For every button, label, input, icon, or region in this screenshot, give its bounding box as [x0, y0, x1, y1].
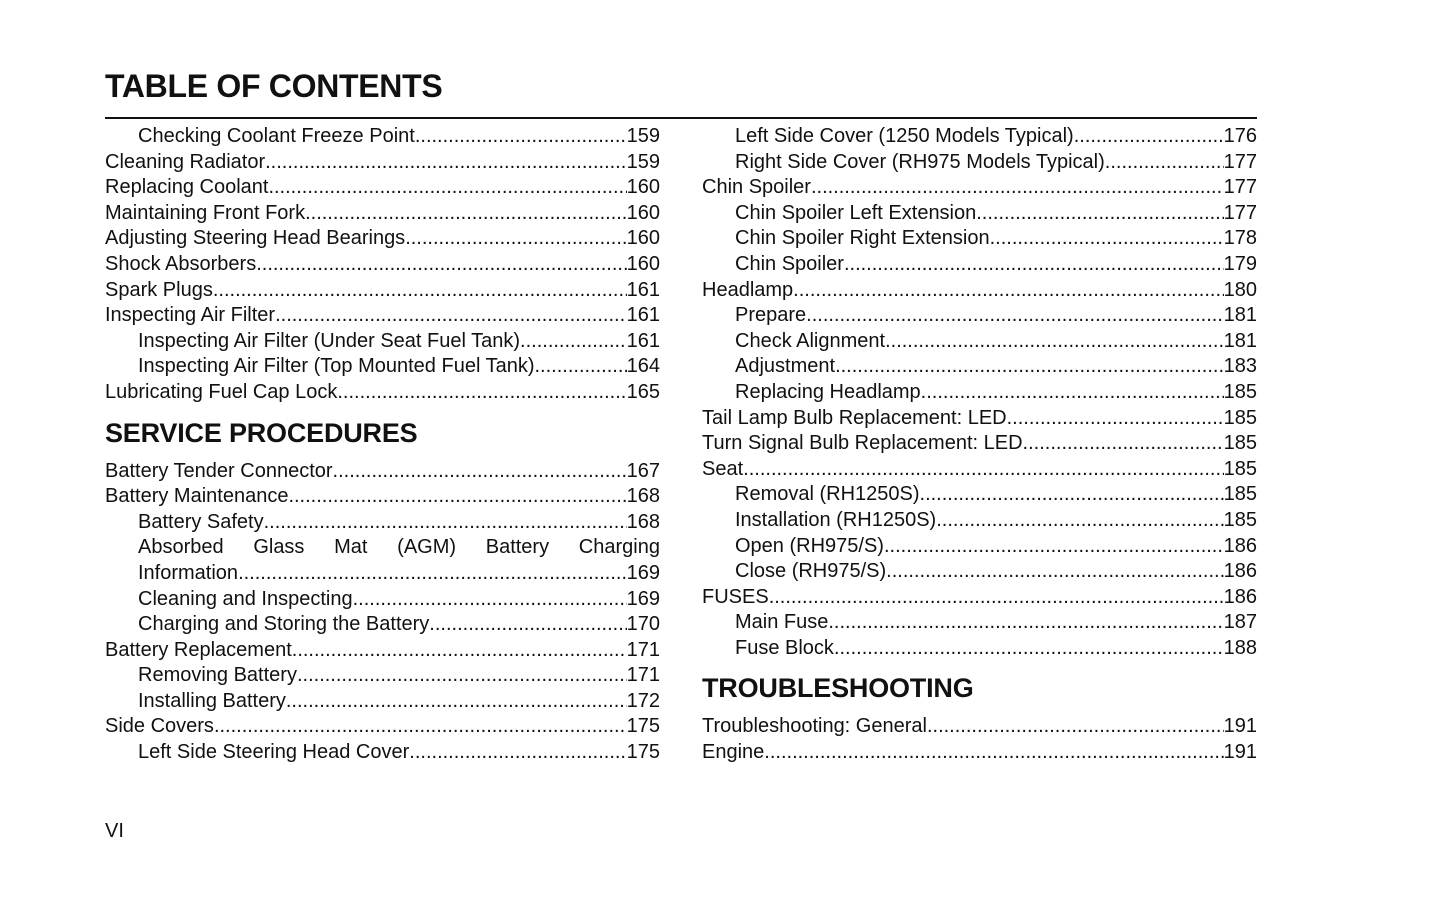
toc-column-left — [105, 124, 660, 766]
dot-leader — [305, 201, 627, 227]
toc-entry[interactable] — [105, 150, 660, 176]
toc-entry[interactable] — [105, 303, 660, 329]
toc-entry[interactable] — [702, 610, 1257, 636]
dot-leader — [1023, 431, 1224, 457]
toc-entry[interactable] — [105, 587, 660, 613]
toc-list — [702, 714, 1257, 765]
toc-entry-label: Removing Battery — [138, 664, 297, 687]
toc-entry[interactable] — [105, 561, 660, 587]
toc-entry-label: Replacing Coolant — [105, 176, 269, 199]
page-number: VI — [105, 820, 124, 842]
toc-entry-page-number: 188 — [1223, 636, 1257, 659]
toc-entry-page-number: 165 — [626, 380, 660, 403]
toc-entry-label: Main Fuse — [735, 611, 829, 634]
toc-entry[interactable] — [702, 150, 1257, 176]
toc-entry-page-number: 167 — [626, 459, 660, 482]
toc-entry[interactable] — [105, 329, 660, 355]
toc-entry[interactable] — [105, 124, 660, 150]
toc-entry-page-number: 160 — [626, 201, 660, 224]
dot-leader — [793, 278, 1223, 304]
dot-leader — [936, 508, 1223, 534]
dot-leader — [1074, 124, 1224, 150]
toc-word: (AGM) — [397, 536, 457, 559]
dot-leader — [844, 252, 1224, 278]
toc-entry-label: Replacing Headlamp — [735, 380, 921, 403]
dot-leader — [288, 484, 626, 510]
dot-leader — [213, 278, 627, 304]
toc-entry-label: Chin Spoiler — [702, 176, 811, 199]
toc-entry-label: Tail Lamp Bulb Replacement: LED — [702, 406, 1007, 429]
toc-word: Battery — [485, 536, 550, 559]
toc-entry-page-number: 186 — [1223, 585, 1257, 608]
toc-entry-label: Shock Absorbers — [105, 252, 257, 275]
dot-leader — [429, 612, 626, 638]
toc-entry[interactable] — [105, 354, 660, 380]
toc-entry-page-number: 161 — [626, 329, 660, 352]
toc-entry-page-number: 177 — [1223, 201, 1257, 224]
toc-entry[interactable] — [702, 380, 1257, 406]
section-heading-troubleshooting: TROUBLESHOOTING — [702, 673, 974, 704]
title-divider — [105, 117, 1257, 119]
toc-entry[interactable] — [105, 252, 660, 278]
toc-entry[interactable] — [702, 201, 1257, 227]
dot-leader — [806, 303, 1223, 329]
toc-entry-label: FUSES — [702, 585, 769, 608]
dot-leader — [990, 226, 1224, 252]
toc-entry-page-number: 168 — [626, 510, 660, 533]
toc-entry-label: Adjusting Steering Head Bearings — [105, 227, 406, 250]
dot-leader — [884, 534, 1224, 560]
toc-entry[interactable] — [702, 534, 1257, 560]
toc-entry[interactable] — [105, 484, 660, 510]
section-heading-service-procedures: SERVICE PROCEDURES — [105, 417, 418, 448]
toc-entry-page-number: 176 — [1223, 125, 1257, 147]
toc-entry-label: Adjustment — [735, 355, 836, 378]
dot-leader — [297, 663, 627, 689]
toc-entry-label: Battery Safety — [138, 510, 264, 533]
toc-entry-label: Chin Spoiler Left Extension — [735, 201, 977, 224]
toc-entry-page-number: 177 — [1223, 150, 1257, 173]
toc-entry-label: Left Side Steering Head Cover — [138, 741, 410, 764]
toc-list — [105, 561, 660, 766]
toc-entry-page-number: 159 — [626, 125, 660, 147]
dot-leader — [268, 175, 626, 201]
toc-entry-page-number: 172 — [626, 689, 660, 712]
toc-entry-page-number: 183 — [1223, 355, 1257, 378]
toc-word: Glass — [253, 536, 305, 559]
toc-entry[interactable] — [105, 714, 660, 740]
toc-entry[interactable] — [702, 124, 1257, 150]
toc-entry[interactable] — [702, 175, 1257, 201]
dot-leader — [409, 740, 626, 766]
toc-entry-page-number: 185 — [1223, 508, 1257, 531]
toc-entry-label: Headlamp — [702, 278, 794, 301]
toc-entry-label: Spark Plugs — [105, 278, 213, 301]
toc-entry-page-number: 164 — [626, 355, 660, 378]
toc-entry-page-number: 185 — [1223, 483, 1257, 506]
toc-entry-page-number: 160 — [626, 227, 660, 250]
dot-leader — [534, 354, 626, 380]
toc-word: Charging — [578, 536, 660, 559]
toc-entry-label: Information — [138, 561, 239, 584]
toc-entry[interactable] — [105, 510, 660, 536]
dot-leader — [264, 510, 627, 536]
dot-leader — [1105, 150, 1224, 176]
toc-entry-label: Side Covers — [105, 715, 214, 738]
toc-entry-label: Chin Spoiler — [735, 252, 844, 275]
toc-entry-label: Check Alignment — [735, 329, 886, 352]
toc-entry-page-number: 177 — [1223, 176, 1257, 199]
dot-leader — [214, 714, 627, 740]
dot-leader — [405, 226, 626, 252]
toc-entry[interactable] — [105, 689, 660, 715]
toc-entry[interactable] — [702, 252, 1257, 278]
toc-entry-page-number: 185 — [1223, 406, 1257, 429]
toc-entry[interactable] — [702, 714, 1257, 740]
toc-entry[interactable] — [105, 740, 660, 766]
toc-entry-label: Lubricating Fuel Cap Lock — [105, 380, 338, 403]
toc-entry-page-number: 185 — [1223, 432, 1257, 455]
dot-leader — [811, 175, 1224, 201]
dot-leader — [1007, 406, 1224, 432]
toc-entry-label: Removal (RH1250S) — [735, 483, 920, 506]
toc-entry-page-number: 159 — [626, 150, 660, 173]
dot-leader — [353, 587, 627, 613]
toc-entry-label: Close (RH975/S) — [735, 560, 887, 583]
toc-entry-label: Battery Replacement — [105, 638, 292, 661]
dot-leader — [337, 380, 626, 406]
toc-entry-label: Fuse Block — [735, 636, 834, 659]
toc-entry-page-number: 169 — [626, 561, 660, 584]
dot-leader — [520, 329, 627, 355]
toc-entry[interactable] — [105, 278, 660, 304]
toc-entry[interactable] — [702, 636, 1257, 662]
toc-entry-page-number: 161 — [626, 304, 660, 327]
toc-entry-label: Prepare — [735, 304, 807, 327]
toc-entry[interactable] — [105, 175, 660, 201]
toc-entry-label: Checking Coolant Freeze Point — [138, 125, 415, 147]
toc-entry[interactable] — [702, 585, 1257, 611]
dot-leader — [286, 689, 627, 715]
dot-leader — [835, 354, 1224, 380]
dot-leader — [769, 585, 1224, 611]
toc-entry[interactable] — [702, 457, 1257, 483]
toc-entry-page-number: 191 — [1223, 741, 1257, 764]
dot-leader — [920, 482, 1224, 508]
toc-entry[interactable] — [105, 201, 660, 227]
toc-entry-page-number: 169 — [626, 587, 660, 610]
toc-entry[interactable] — [702, 559, 1257, 585]
toc-entry-page-number: 178 — [1223, 227, 1257, 250]
toc-entry-label: Installation (RH1250S) — [735, 508, 937, 531]
toc-entry[interactable] — [702, 278, 1257, 304]
toc-entry-label: Battery Maintenance — [105, 485, 289, 508]
toc-entry-label: Maintaining Front Fork — [105, 201, 306, 224]
toc-entry[interactable] — [105, 663, 660, 689]
toc-entry-page-number: 185 — [1223, 380, 1257, 403]
dot-leader — [256, 252, 626, 278]
toc-entry-page-number: 175 — [626, 715, 660, 738]
toc-entry[interactable] — [702, 740, 1257, 766]
toc-entry-label: Troubleshooting: General — [702, 715, 927, 738]
toc-entry-label: Right Side Cover (RH975 Models Typical) — [735, 150, 1105, 173]
dot-leader — [275, 303, 627, 329]
toc-entry-label: Engine — [702, 741, 765, 764]
dot-leader — [333, 459, 627, 485]
toc-entry-page-number: 175 — [626, 741, 660, 764]
toc-entry-label: Turn Signal Bulb Replacement: LED — [702, 432, 1023, 455]
toc-entry-page-number: 186 — [1223, 560, 1257, 583]
toc-entry-label: Left Side Cover (1250 Models Typical) — [735, 125, 1074, 147]
toc-column-right — [702, 124, 1257, 766]
toc-entry-page-number: 181 — [1223, 329, 1257, 352]
toc-entry[interactable] — [702, 226, 1257, 252]
toc-entry-label: Cleaning and Inspecting — [138, 587, 353, 610]
toc-entry-page-number: 181 — [1223, 304, 1257, 327]
toc-entry-agm-line[interactable] — [105, 535, 660, 561]
toc-entry[interactable] — [702, 431, 1257, 457]
toc-entry[interactable] — [702, 406, 1257, 432]
page-title: TABLE OF CONTENTS — [105, 68, 443, 104]
toc-entry-label: Installing Battery — [138, 689, 286, 712]
toc-entry-label: Inspecting Air Filter (Top Mounted Fuel Tank) — [138, 355, 535, 378]
toc-list — [702, 124, 1257, 661]
toc-entry-page-number: 160 — [626, 176, 660, 199]
toc-entry[interactable] — [105, 226, 660, 252]
toc-entry-page-number: 171 — [626, 638, 660, 661]
toc-entry[interactable] — [702, 482, 1257, 508]
dot-leader — [921, 380, 1224, 406]
toc-entry-page-number: 180 — [1223, 278, 1257, 301]
dot-leader — [828, 610, 1223, 636]
toc-entry-page-number: 168 — [626, 485, 660, 508]
toc-entry[interactable] — [105, 459, 660, 485]
dot-leader — [743, 457, 1223, 483]
dot-leader — [764, 740, 1223, 766]
toc-entry[interactable] — [702, 508, 1257, 534]
dot-leader — [834, 636, 1224, 662]
toc-list — [105, 459, 660, 536]
toc-entry-page-number: 171 — [626, 664, 660, 687]
toc-entry-page-number: 161 — [626, 278, 660, 301]
toc-entry-label: Cleaning Radiator — [105, 150, 266, 173]
toc-word: Mat — [334, 536, 368, 559]
toc-entry[interactable] — [702, 303, 1257, 329]
dot-leader — [238, 561, 627, 587]
toc-entry-label: Charging and Storing the Battery — [138, 613, 430, 636]
toc-entry[interactable] — [105, 612, 660, 638]
toc-entry-page-number: 160 — [626, 252, 660, 275]
toc-list — [105, 124, 660, 406]
toc-entry-page-number: 179 — [1223, 252, 1257, 275]
toc-entry-page-number: 191 — [1223, 715, 1257, 738]
dot-leader — [927, 714, 1224, 740]
dot-leader — [885, 329, 1224, 355]
toc-entry-page-number: 187 — [1223, 611, 1257, 634]
dot-leader — [265, 150, 627, 176]
toc-entry-page-number: 186 — [1223, 534, 1257, 557]
toc-entry-label: Battery Tender Connector — [105, 459, 333, 482]
dot-leader — [415, 124, 627, 150]
toc-entry[interactable] — [105, 380, 660, 406]
toc-word: Absorbed — [138, 536, 224, 559]
toc-entry-page-number: 170 — [626, 613, 660, 636]
dot-leader — [886, 559, 1223, 585]
toc-entry-page-number: 185 — [1223, 457, 1257, 480]
toc-entry[interactable] — [702, 329, 1257, 355]
toc-entry-label: Inspecting Air Filter — [105, 304, 276, 327]
toc-entry-label: Chin Spoiler Right Extension — [735, 227, 990, 250]
toc-entry-label: Seat — [702, 457, 744, 480]
dot-leader — [292, 638, 627, 664]
toc-entry[interactable] — [105, 638, 660, 664]
toc-entry-label: Inspecting Air Filter (Under Seat Fuel Tank) — [138, 329, 521, 352]
toc-entry-label: Open (RH975/S) — [735, 534, 884, 557]
toc-entry[interactable] — [702, 354, 1257, 380]
dot-leader — [976, 201, 1223, 227]
